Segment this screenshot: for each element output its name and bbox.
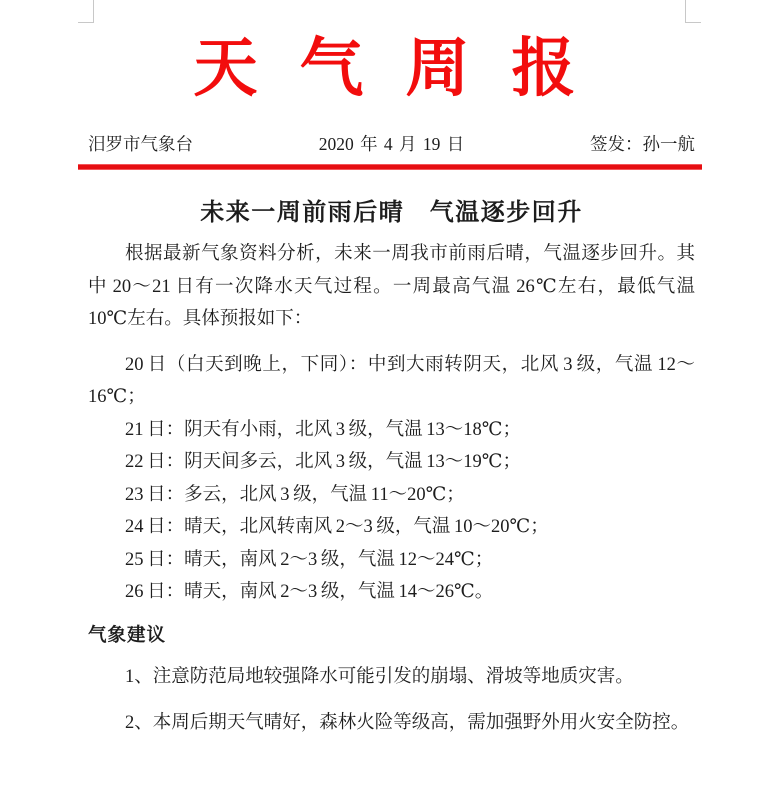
forecast-line: 22 日：阴天间多云，北风 3 级，气温 13～19℃；: [125, 452, 521, 472]
advice-item: 1、注意防范局地较强降水可能引发的崩塌、滑坡等地质灾害。: [125, 666, 634, 687]
forecast-line: 23 日：多云，北风 3 级，气温 11～20℃；: [125, 484, 465, 505]
advice-item: 2、本周后期天气晴好，森林火险等级高，需加强野外用火安全防控。: [125, 713, 690, 733]
forecast-line: 24 日：晴天，北风转南风 2～3 级，气温 10～20℃；: [125, 517, 549, 537]
forecast-line: 25 日：晴天，南风 2～3 级，气温 12～24℃；: [125, 549, 494, 570]
masthead-info-row: [88, 133, 695, 155]
forecast-line: 20 日（白天到晚上，下同）：中到大雨转阴天，北风 3 级，气温 12～16℃；: [88, 354, 695, 407]
signer: 签发：孙一航: [590, 134, 695, 154]
issuing-office: 汨罗市气象台: [88, 134, 193, 154]
forecast-list: [88, 349, 695, 609]
advice-list: [88, 661, 695, 740]
advice-section-heading: 气象建议: [88, 623, 167, 645]
document-title: 天气周报: [193, 32, 618, 104]
intro-paragraph: 根据最新气象资料分析，未来一周我市前雨后晴，气温逐步回升。其中 20～21 日有一次降水天气过程。一周最高气温 26℃左右，最低气温 10℃左右。具体预报如下：: [88, 244, 695, 329]
text-boundary-mark-top-left: [78, 0, 94, 23]
issue-date: 2020 年 4 月 19 日: [318, 134, 465, 154]
forecast-line: 21 日：阴天有小雨，北风 3 级，气温 13～18℃；: [125, 419, 521, 440]
article-headline: 未来一周前雨后晴 气温逐步回升: [200, 200, 583, 226]
text-boundary-mark-top-right: [685, 0, 701, 23]
masthead-divider-rule: [78, 164, 702, 170]
forecast-line: 26 日：晴天，南风 2～3 级，气温 14～26℃。: [125, 582, 494, 602]
bulletin-body: [88, 196, 695, 740]
